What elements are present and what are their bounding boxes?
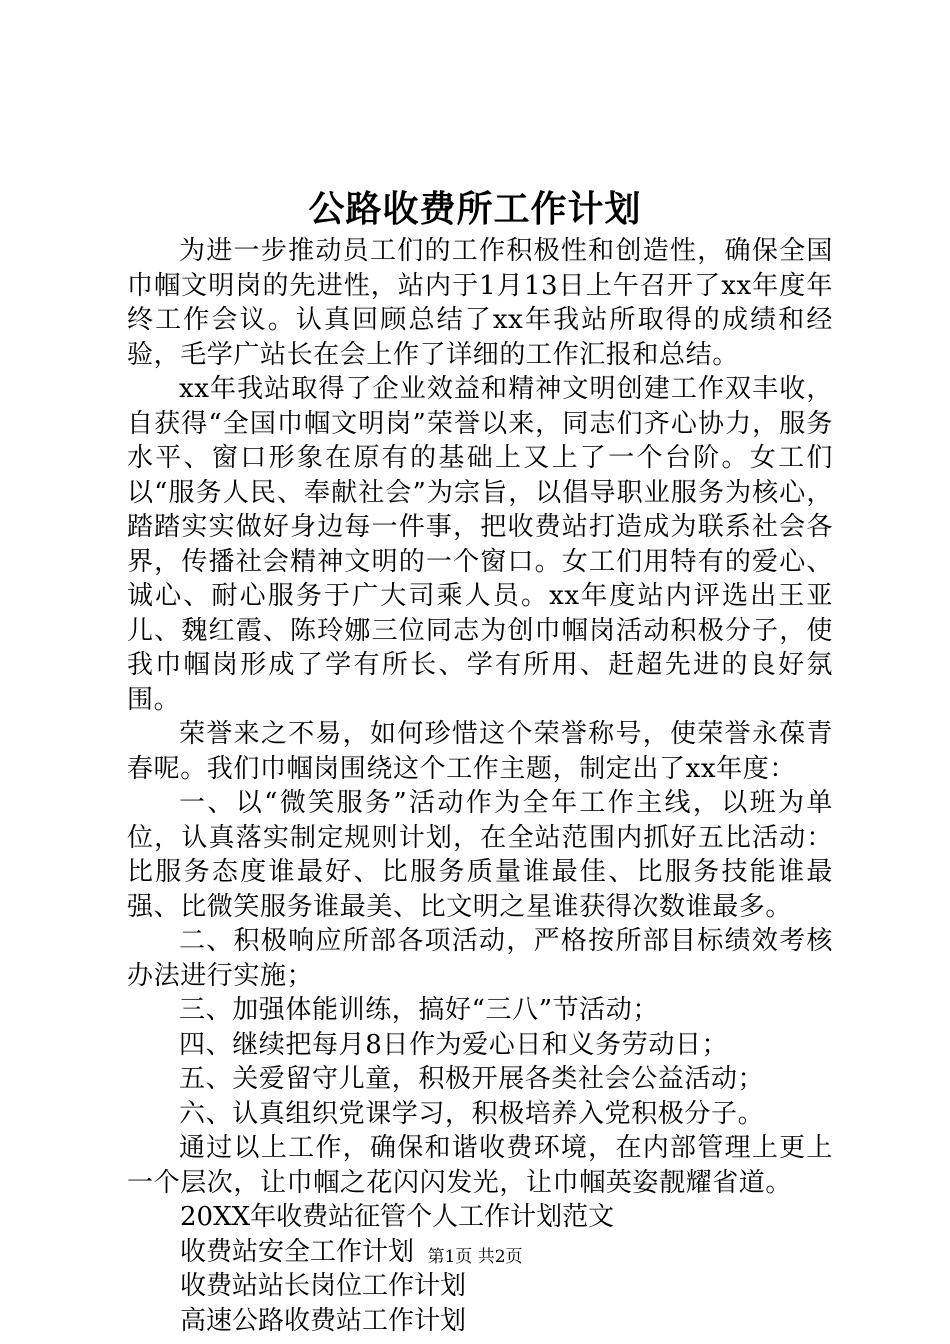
related-link[interactable]: 20XX年收费站征管个人工作计划范文 (180, 1202, 615, 1232)
paragraph: xx年我站取得了企业效益和精神文明创建工作双丰收，自获得“全国巾帼文明岗”荣誉以来，同志们齐心协力，服务水平、窗口形象在原有的基础上又上了一个台阶。女工们以“服务人民、奉献社会”为宗旨，以倡导职业服务为核心，踏踏实实做好身边每一件事，把收费站打造成为联系社会各界，传播社会精神文明的一个窗口。女工们用特有的爱心、诚心、耐心服务于广大司乘人员。xx年度站内评选出王亚儿、魏红霞、陈玲娜三位同志为创巾帼岗活动积极分子，使我巾帼岗形成了学有所长、学有所用、赶超先进的良好氛围。 (127, 374, 833, 715)
document-title: 公路收费所工作计划 (308, 188, 642, 230)
paragraph: 一、以“微笑服务”活动作为全年工作主线，以班为单位，认真落实制定规则计划，在全站范围内抓好五比活动：比服务态度谁最好、比服务质量谁最佳、比服务技能谁最强、比微笑服务谁最美、比文明之星谁获得次数谁最多。 (127, 788, 833, 922)
paragraph: 二、积极响应所部各项活动，严格按所部目标绩效考核办法进行实施； (127, 926, 833, 991)
related-link[interactable]: 高速公路收费站工作计划 (180, 1305, 467, 1336)
paragraph: 三、加强体能训练，搞好“三八”节活动； (179, 995, 659, 1025)
paragraph: 六、认真组织党课学习，积极培养入党积极分子。 (179, 1098, 765, 1129)
related-link[interactable]: 收费站安全工作计划 (180, 1236, 415, 1267)
related-link[interactable]: 收费站站长岗位工作计划 (180, 1271, 467, 1301)
paragraph: 五、关爱留守儿童，积极开展各类社会公益活动； (179, 1064, 765, 1094)
page-number-footer: 第1页 共2页 (427, 1247, 523, 1267)
paragraph: 通过以上工作，确保和谐收费环境，在内部管理上更上一个层次，让巾帼之花闪闪发光，让巾帼英姿靓耀省道。 (127, 1133, 833, 1198)
document-body (127, 234, 833, 1338)
paragraph: 四、继续把每月8日作为爱心日和义务劳动日； (179, 1029, 729, 1060)
paragraph: 荣誉来之不易，如何珍惜这个荣誉称号，使荣誉永葆青春呢。我们巾帼岗围绕这个工作主题，制定出了xx年度： (127, 719, 833, 784)
paragraph: 为进一步推动员工们的工作积极性和创造性，确保全国巾帼文明岗的先进性，站内于1月13日上午召开了xx年度年终工作会议。认真回顾总结了xx年我站所取得的成绩和经验，毛学广站长在会上作了详细的工作汇报和总结。 (127, 236, 833, 370)
